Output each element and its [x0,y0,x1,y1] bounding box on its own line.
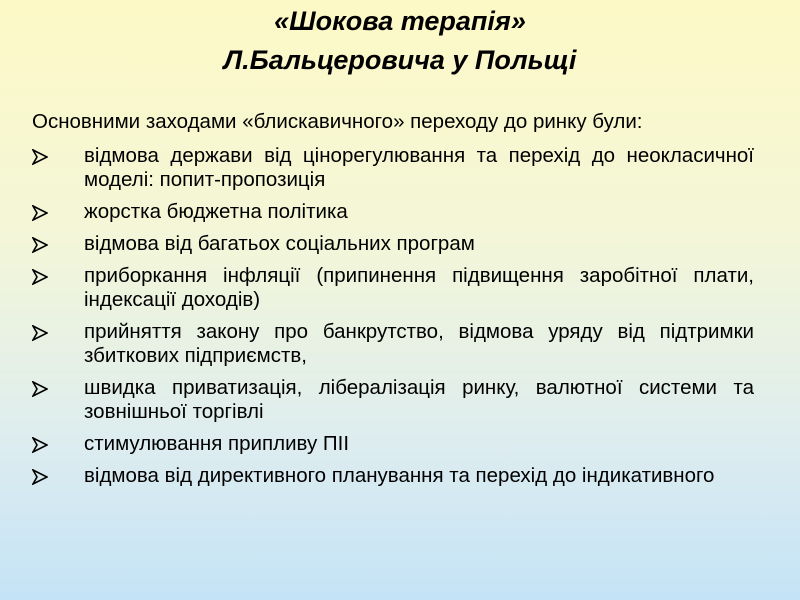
bullet-list [32,144,754,488]
bullet-text: відмова від директивного планування та перехід до індикативного [84,464,715,487]
bullet-text: приборкання інфляції (припинення підвищення заробітної плати, індексації доходів) [84,264,754,311]
arrowhead-bullet-icon [32,269,48,285]
bullet-item [32,264,754,312]
bullet-text: швидка приватизація, лібералізація ринку, валютної системи та зовнішньої торгівлі [84,376,754,423]
bullet-item [32,464,754,488]
arrowhead-bullet-icon [32,325,48,341]
arrowhead-bullet-icon [32,237,48,253]
arrowhead-bullet-icon [32,205,48,221]
bullet-text: стимулювання припливу ПІІ [84,432,350,455]
bullet-item [32,200,754,224]
arrowhead-bullet-icon [32,469,48,485]
arrowhead-bullet-icon [32,437,48,453]
intro-text: Основними заходами «блискавичного» переходу до ринку були: [32,110,643,133]
bullet-text: відмова держави від цінорегулювання та перехід до неокласичної моделі: попит-пропозиція [84,144,754,191]
title-line-2: Л.Бальцеровича у Польщі [223,45,577,75]
slide-title [0,2,800,80]
slide-body [32,110,754,496]
arrowhead-bullet-icon [32,149,48,165]
bullet-item [32,432,754,456]
bullet-text: жорстка бюджетна політика [84,200,348,223]
bullet-item [32,320,754,368]
bullet-text: прийняття закону про банкрутство, відмова уряду від підтримки збиткових підприємств, [84,320,754,367]
bullet-text: відмова від багатьох соціальних програм [84,232,475,255]
arrowhead-bullet-icon [32,381,48,397]
bullet-item [32,232,754,256]
bullet-item [32,144,754,192]
bullet-item [32,376,754,424]
title-line-1: «Шокова терапія» [274,6,526,36]
